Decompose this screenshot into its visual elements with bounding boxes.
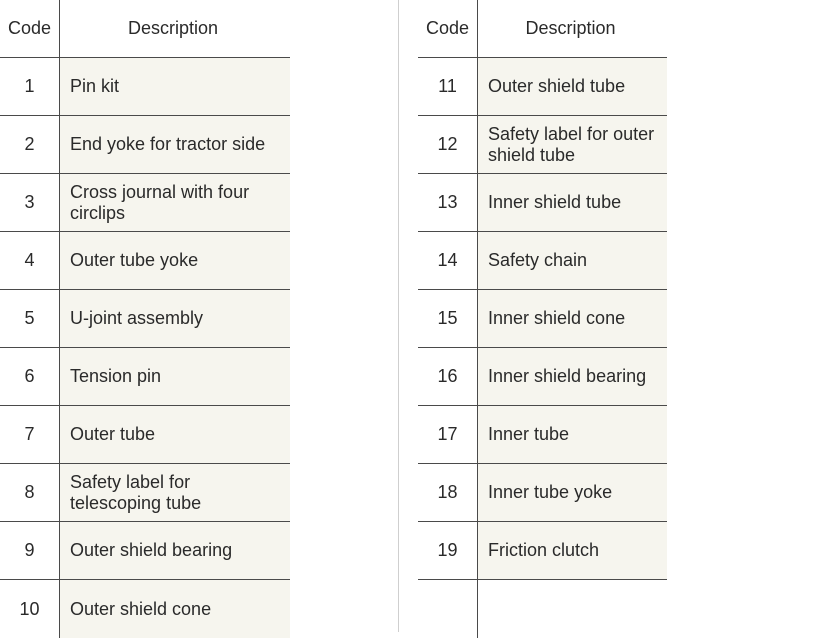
code-header: Code — [418, 0, 478, 57]
part-code: 4 — [0, 232, 60, 289]
part-description: Cross journal with four circlips — [60, 174, 290, 231]
part-code: 16 — [418, 348, 478, 405]
table-row — [0, 464, 290, 522]
part-description: Inner tube yoke — [478, 464, 667, 521]
part-description: Inner shield cone — [478, 290, 667, 347]
description-header: Description — [478, 0, 667, 57]
part-description: Tension pin — [60, 348, 290, 405]
part-description: Safety label for outer shield tube — [478, 116, 667, 173]
table-row — [418, 232, 667, 290]
part-code: 7 — [0, 406, 60, 463]
part-description: End yoke for tractor side — [60, 116, 290, 173]
part-description: Outer tube — [60, 406, 290, 463]
part-description: Outer shield cone — [60, 580, 290, 638]
part-description — [478, 580, 667, 638]
table-row — [0, 580, 290, 638]
parts-table-left — [0, 0, 290, 638]
part-description: Inner shield tube — [478, 174, 667, 231]
code-header: Code — [0, 0, 60, 57]
part-description: Outer shield tube — [478, 58, 667, 115]
part-code: 8 — [0, 464, 60, 521]
table-header — [418, 0, 667, 58]
part-description: Inner shield bearing — [478, 348, 667, 405]
description-header: Description — [60, 0, 290, 57]
table-row — [0, 58, 290, 116]
table-row — [418, 58, 667, 116]
part-code: 3 — [0, 174, 60, 231]
part-code: 12 — [418, 116, 478, 173]
table-row — [0, 232, 290, 290]
part-code: 5 — [0, 290, 60, 347]
part-code: 14 — [418, 232, 478, 289]
table-row — [418, 290, 667, 348]
table-row — [0, 116, 290, 174]
table-row — [418, 464, 667, 522]
table-row — [418, 580, 667, 638]
part-code: 19 — [418, 522, 478, 579]
table-header — [0, 0, 290, 58]
part-code: 15 — [418, 290, 478, 347]
table-row — [0, 174, 290, 232]
part-description: Pin kit — [60, 58, 290, 115]
part-code: 10 — [0, 580, 60, 638]
part-code: 1 — [0, 58, 60, 115]
table-row — [418, 348, 667, 406]
table-row — [418, 116, 667, 174]
part-code: 11 — [418, 58, 478, 115]
part-code: 2 — [0, 116, 60, 173]
part-description: Safety label for telescoping tube — [60, 464, 290, 521]
table-row — [418, 174, 667, 232]
table-row — [0, 406, 290, 464]
table-row — [0, 348, 290, 406]
part-code: 6 — [0, 348, 60, 405]
table-row — [0, 290, 290, 348]
table-row — [0, 522, 290, 580]
part-description: Friction clutch — [478, 522, 667, 579]
part-description: Inner tube — [478, 406, 667, 463]
part-description: Safety chain — [478, 232, 667, 289]
parts-table-right — [418, 0, 667, 638]
table-row — [418, 406, 667, 464]
part-code: 13 — [418, 174, 478, 231]
table-row — [418, 522, 667, 580]
part-description: Outer shield bearing — [60, 522, 290, 579]
part-code: 9 — [0, 522, 60, 579]
part-code — [418, 580, 478, 638]
part-description: U-joint assembly — [60, 290, 290, 347]
column-divider — [398, 0, 399, 632]
part-description: Outer tube yoke — [60, 232, 290, 289]
part-code: 18 — [418, 464, 478, 521]
part-code: 17 — [418, 406, 478, 463]
